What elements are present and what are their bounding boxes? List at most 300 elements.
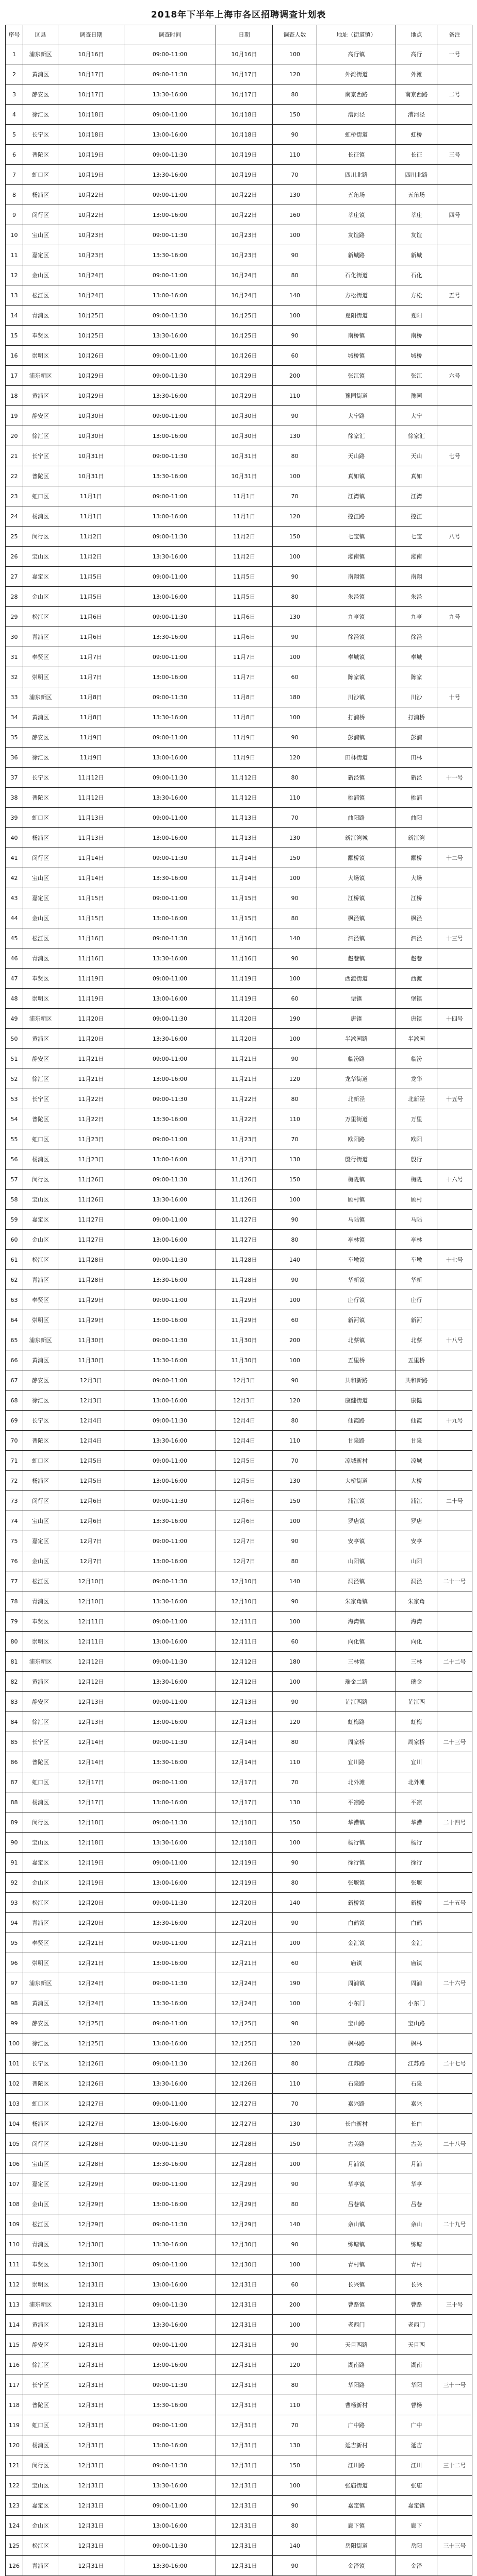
cell-remark bbox=[437, 2094, 472, 2114]
cell-survey-date: 12月29日 bbox=[58, 2174, 124, 2194]
cell-address: 漕河泾 bbox=[317, 105, 396, 125]
cell-location: 新泾 bbox=[396, 768, 437, 788]
cell-date: 12月13日 bbox=[216, 1712, 273, 1732]
cell-remark bbox=[437, 2154, 472, 2174]
cell-district: 青浦区 bbox=[23, 2234, 58, 2255]
cell-index: 20 bbox=[6, 426, 23, 446]
cell-survey-date: 12月5日 bbox=[58, 1451, 124, 1471]
cell-survey-time: 13:30-16:00 bbox=[124, 2074, 216, 2094]
cell-address: 临汾路 bbox=[317, 1049, 396, 1069]
cell-headcount: 80 bbox=[273, 1411, 317, 1431]
cell-location: 唐镇 bbox=[396, 1009, 437, 1029]
cell-address: 月浦镇 bbox=[317, 2154, 396, 2174]
cell-district: 崇明区 bbox=[23, 667, 58, 687]
cell-survey-time: 09:00-11:30 bbox=[124, 225, 216, 245]
cell-date: 11月19日 bbox=[216, 969, 273, 989]
cell-remark bbox=[437, 868, 472, 888]
cell-index: 71 bbox=[6, 1451, 23, 1471]
cell-survey-date: 10月29日 bbox=[58, 386, 124, 406]
cell-survey-date: 11月6日 bbox=[58, 607, 124, 627]
cell-remark: 九号 bbox=[437, 607, 472, 627]
cell-district: 长宁区 bbox=[23, 125, 58, 145]
cell-index: 120 bbox=[6, 2435, 23, 2455]
cell-headcount: 80 bbox=[273, 265, 317, 285]
cell-index: 26 bbox=[6, 547, 23, 567]
cell-remark bbox=[437, 1230, 472, 1250]
cell-address: 江川路 bbox=[317, 2455, 396, 2476]
cell-location: 新江湾 bbox=[396, 828, 437, 848]
cell-headcount: 190 bbox=[273, 1009, 317, 1029]
table-row bbox=[6, 326, 472, 346]
cell-district: 虹口区 bbox=[23, 1129, 58, 1149]
cell-district: 黄浦区 bbox=[23, 2315, 58, 2335]
table-row bbox=[6, 2536, 472, 2556]
cell-address: 江湾镇 bbox=[317, 486, 396, 506]
table-row bbox=[6, 1591, 472, 1612]
cell-location: 安亭 bbox=[396, 1531, 437, 1551]
cell-survey-date: 10月30日 bbox=[58, 426, 124, 446]
cell-district: 虹口区 bbox=[23, 1772, 58, 1792]
cell-index: 40 bbox=[6, 828, 23, 848]
cell-index: 12 bbox=[6, 265, 23, 285]
cell-survey-date: 10月22日 bbox=[58, 205, 124, 225]
cell-district: 长宁区 bbox=[23, 1411, 58, 1431]
cell-index: 28 bbox=[6, 587, 23, 607]
cell-date: 11月1日 bbox=[216, 486, 273, 506]
cell-survey-time: 13:00-16:00 bbox=[124, 426, 216, 446]
cell-location: 淞南 bbox=[396, 547, 437, 567]
cell-location: 车墩 bbox=[396, 1250, 437, 1270]
cell-district: 青浦区 bbox=[23, 2556, 58, 2576]
cell-survey-date: 12月19日 bbox=[58, 1853, 124, 1873]
cell-survey-date: 11月29日 bbox=[58, 1310, 124, 1330]
cell-remark bbox=[437, 506, 472, 527]
cell-survey-time: 13:00-16:00 bbox=[124, 1149, 216, 1170]
cell-location: 华阳 bbox=[396, 2375, 437, 2395]
cell-survey-time: 13:30-16:00 bbox=[124, 1833, 216, 1853]
cell-index: 50 bbox=[6, 1029, 23, 1049]
table-row bbox=[6, 1471, 472, 1491]
cell-date: 12月24日 bbox=[216, 1993, 273, 2013]
cell-headcount: 100 bbox=[273, 1190, 317, 1210]
cell-index: 103 bbox=[6, 2094, 23, 2114]
table-row bbox=[6, 386, 472, 406]
cell-date: 12月7日 bbox=[216, 1551, 273, 1571]
cell-survey-time: 13:30-16:00 bbox=[124, 326, 216, 346]
cell-date: 12月11日 bbox=[216, 1612, 273, 1632]
cell-survey-time: 09:00-11:30 bbox=[124, 1411, 216, 1431]
cell-headcount: 150 bbox=[273, 1170, 317, 1190]
cell-district: 闵行区 bbox=[23, 2455, 58, 2476]
cell-date: 12月10日 bbox=[216, 1571, 273, 1591]
cell-survey-date: 12月31日 bbox=[58, 2415, 124, 2435]
table-row bbox=[6, 607, 472, 627]
cell-location: 石化 bbox=[396, 265, 437, 285]
cell-survey-time: 13:00-16:00 bbox=[124, 205, 216, 225]
cell-date: 10月19日 bbox=[216, 145, 273, 165]
cell-survey-date: 12月3日 bbox=[58, 1391, 124, 1411]
cell-headcount: 90 bbox=[273, 2234, 317, 2255]
cell-remark: 二十二号 bbox=[437, 1652, 472, 1672]
cell-survey-date: 11月20日 bbox=[58, 1009, 124, 1029]
cell-headcount: 150 bbox=[273, 2134, 317, 2154]
cell-location: 南桥 bbox=[396, 326, 437, 346]
cell-date: 10月25日 bbox=[216, 326, 273, 346]
cell-location: 打浦桥 bbox=[396, 707, 437, 727]
cell-remark bbox=[437, 1511, 472, 1531]
table-row bbox=[6, 2255, 472, 2275]
cell-location: 浦江 bbox=[396, 1491, 437, 1511]
cell-survey-date: 12月6日 bbox=[58, 1511, 124, 1531]
cell-index: 32 bbox=[6, 667, 23, 687]
cell-survey-time: 09:00-11:30 bbox=[124, 1812, 216, 1833]
header-cell-survey-time: 调查时间 bbox=[124, 25, 216, 44]
cell-index: 95 bbox=[6, 1933, 23, 1953]
cell-district: 奉贤区 bbox=[23, 969, 58, 989]
cell-district: 松江区 bbox=[23, 607, 58, 627]
cell-survey-date: 12月30日 bbox=[58, 2234, 124, 2255]
cell-remark: 六号 bbox=[437, 366, 472, 386]
cell-date: 11月13日 bbox=[216, 828, 273, 848]
cell-headcount: 120 bbox=[273, 1712, 317, 1732]
cell-survey-time: 09:00-11:30 bbox=[124, 2375, 216, 2395]
cell-index: 48 bbox=[6, 989, 23, 1009]
cell-location: 徐家汇 bbox=[396, 426, 437, 446]
cell-survey-date: 10月31日 bbox=[58, 446, 124, 466]
cell-survey-time: 13:30-16:00 bbox=[124, 707, 216, 727]
cell-location: 凉城 bbox=[396, 1451, 437, 1471]
cell-survey-time: 13:00-16:00 bbox=[124, 1230, 216, 1250]
cell-survey-date: 11月15日 bbox=[58, 888, 124, 908]
cell-survey-time: 13:30-16:00 bbox=[124, 1350, 216, 1370]
cell-location: 陈家 bbox=[396, 667, 437, 687]
cell-survey-time: 13:00-16:00 bbox=[124, 667, 216, 687]
cell-location: 七宝 bbox=[396, 527, 437, 547]
cell-location: 吕巷 bbox=[396, 2194, 437, 2214]
cell-district: 黄浦区 bbox=[23, 1672, 58, 1692]
cell-location: 江桥 bbox=[396, 888, 437, 908]
cell-remark bbox=[437, 2255, 472, 2275]
cell-district: 浦东新区 bbox=[23, 44, 58, 64]
table-row bbox=[6, 2415, 472, 2435]
cell-address: 华阳路 bbox=[317, 2375, 396, 2395]
cell-survey-date: 12月6日 bbox=[58, 1491, 124, 1511]
cell-survey-date: 11月9日 bbox=[58, 727, 124, 748]
cell-district: 普陀区 bbox=[23, 145, 58, 165]
cell-location: 广中 bbox=[396, 2415, 437, 2435]
cell-date: 12月31日 bbox=[216, 2476, 273, 2496]
cell-survey-date: 11月12日 bbox=[58, 768, 124, 788]
cell-location: 张江 bbox=[396, 366, 437, 386]
cell-location: 殷行 bbox=[396, 1149, 437, 1170]
cell-district: 金山区 bbox=[23, 2516, 58, 2536]
cell-location: 徐泾 bbox=[396, 627, 437, 647]
cell-date: 11月12日 bbox=[216, 768, 273, 788]
cell-survey-time: 09:00-11:00 bbox=[124, 185, 216, 205]
cell-location: 颛桥 bbox=[396, 848, 437, 868]
cell-date: 11月6日 bbox=[216, 627, 273, 647]
cell-date: 11月7日 bbox=[216, 667, 273, 687]
cell-location: 小东门 bbox=[396, 1993, 437, 2013]
cell-date: 11月8日 bbox=[216, 687, 273, 707]
table-row bbox=[6, 105, 472, 125]
cell-address: 石化街道 bbox=[317, 265, 396, 285]
cell-survey-date: 12月10日 bbox=[58, 1591, 124, 1612]
cell-remark bbox=[437, 908, 472, 928]
header-cell-headcount: 调查人数 bbox=[273, 25, 317, 44]
table-row bbox=[6, 969, 472, 989]
cell-remark: 十六号 bbox=[437, 1170, 472, 1190]
cell-remark bbox=[437, 1913, 472, 1933]
cell-district: 徐汇区 bbox=[23, 1391, 58, 1411]
cell-district: 奉贤区 bbox=[23, 1290, 58, 1310]
cell-headcount: 100 bbox=[273, 306, 317, 326]
cell-headcount: 90 bbox=[273, 567, 317, 587]
cell-survey-time: 09:00-11:00 bbox=[124, 808, 216, 828]
cell-headcount: 90 bbox=[273, 1210, 317, 1230]
cell-index: 45 bbox=[6, 928, 23, 948]
cell-district: 闵行区 bbox=[23, 1491, 58, 1511]
cell-district: 静安区 bbox=[23, 84, 58, 105]
cell-date: 12月31日 bbox=[216, 2315, 273, 2335]
cell-survey-date: 10月23日 bbox=[58, 245, 124, 265]
cell-remark bbox=[437, 828, 472, 848]
cell-district: 崇明区 bbox=[23, 1953, 58, 1973]
cell-headcount: 140 bbox=[273, 1571, 317, 1591]
cell-index: 107 bbox=[6, 2174, 23, 2194]
cell-remark: 二十一号 bbox=[437, 1571, 472, 1591]
cell-survey-date: 12月7日 bbox=[58, 1531, 124, 1551]
cell-headcount: 100 bbox=[273, 868, 317, 888]
cell-headcount: 90 bbox=[273, 1692, 317, 1712]
cell-index: 64 bbox=[6, 1310, 23, 1330]
cell-remark bbox=[437, 2335, 472, 2355]
cell-survey-time: 13:00-16:00 bbox=[124, 1712, 216, 1732]
table-row bbox=[6, 1652, 472, 1672]
cell-headcount: 80 bbox=[273, 908, 317, 928]
cell-index: 69 bbox=[6, 1411, 23, 1431]
cell-address: 川沙镇 bbox=[317, 687, 396, 707]
cell-district: 松江区 bbox=[23, 1893, 58, 1913]
cell-index: 57 bbox=[6, 1170, 23, 1190]
cell-survey-time: 09:00-11:30 bbox=[124, 928, 216, 948]
cell-location: 徐行 bbox=[396, 1853, 437, 1873]
cell-survey-time: 09:00-11:00 bbox=[124, 486, 216, 506]
cell-district: 青浦区 bbox=[23, 1591, 58, 1612]
cell-location: 堡镇 bbox=[396, 989, 437, 1009]
cell-location: 向化 bbox=[396, 1632, 437, 1652]
cell-headcount: 100 bbox=[273, 647, 317, 667]
cell-remark bbox=[437, 2194, 472, 2214]
cell-index: 35 bbox=[6, 727, 23, 748]
cell-index: 115 bbox=[6, 2335, 23, 2355]
cell-index: 55 bbox=[6, 1129, 23, 1149]
cell-survey-date: 12月31日 bbox=[58, 2455, 124, 2476]
cell-survey-date: 11月30日 bbox=[58, 1330, 124, 1350]
cell-district: 金山区 bbox=[23, 908, 58, 928]
cell-survey-date: 12月11日 bbox=[58, 1612, 124, 1632]
cell-address: 顾村镇 bbox=[317, 1190, 396, 1210]
cell-district: 静安区 bbox=[23, 727, 58, 748]
cell-address: 老西门 bbox=[317, 2315, 396, 2335]
cell-address: 青村镇 bbox=[317, 2255, 396, 2275]
cell-date: 10月29日 bbox=[216, 366, 273, 386]
cell-remark: 十五号 bbox=[437, 1089, 472, 1109]
cell-remark bbox=[437, 1953, 472, 1973]
cell-date: 12月19日 bbox=[216, 1873, 273, 1893]
cell-address: 徐家汇 bbox=[317, 426, 396, 446]
cell-index: 36 bbox=[6, 748, 23, 768]
cell-date: 10月31日 bbox=[216, 466, 273, 486]
cell-index: 106 bbox=[6, 2154, 23, 2174]
cell-address: 枫泾镇 bbox=[317, 908, 396, 928]
cell-address: 高行镇 bbox=[317, 44, 396, 64]
cell-location: 控江 bbox=[396, 506, 437, 527]
cell-location: 新河 bbox=[396, 1310, 437, 1330]
cell-date: 11月6日 bbox=[216, 607, 273, 627]
cell-survey-date: 12月31日 bbox=[58, 2536, 124, 2556]
cell-location: 老西门 bbox=[396, 2315, 437, 2335]
cell-address: 金泽镇 bbox=[317, 2556, 396, 2576]
cell-location: 周家桥 bbox=[396, 1732, 437, 1752]
cell-location: 方松 bbox=[396, 285, 437, 306]
cell-headcount: 110 bbox=[273, 788, 317, 808]
cell-index: 23 bbox=[6, 486, 23, 506]
cell-date: 12月7日 bbox=[216, 1531, 273, 1551]
cell-remark bbox=[437, 2556, 472, 2576]
cell-index: 112 bbox=[6, 2275, 23, 2295]
cell-district: 杨浦区 bbox=[23, 506, 58, 527]
cell-location: 练塘 bbox=[396, 2234, 437, 2255]
cell-district: 浦东新区 bbox=[23, 1009, 58, 1029]
table-row bbox=[6, 527, 472, 547]
cell-address: 浦江镇 bbox=[317, 1491, 396, 1511]
cell-survey-date: 10月25日 bbox=[58, 326, 124, 346]
cell-remark: 十一号 bbox=[437, 768, 472, 788]
cell-survey-time: 09:00-11:30 bbox=[124, 2214, 216, 2234]
cell-index: 94 bbox=[6, 1913, 23, 1933]
cell-location: 虹桥 bbox=[396, 125, 437, 145]
table-row bbox=[6, 627, 472, 647]
cell-date: 11月12日 bbox=[216, 788, 273, 808]
table-row bbox=[6, 687, 472, 707]
table-row bbox=[6, 2033, 472, 2054]
cell-survey-date: 10月23日 bbox=[58, 225, 124, 245]
cell-remark bbox=[437, 1149, 472, 1170]
cell-index: 61 bbox=[6, 1250, 23, 1270]
cell-headcount: 90 bbox=[273, 1370, 317, 1391]
table-row bbox=[6, 1672, 472, 1692]
cell-address: 海湾镇 bbox=[317, 1612, 396, 1632]
cell-index: 105 bbox=[6, 2134, 23, 2154]
cell-district: 嘉定区 bbox=[23, 888, 58, 908]
cell-address: 华漕镇 bbox=[317, 1812, 396, 1833]
cell-survey-date: 11月28日 bbox=[58, 1250, 124, 1270]
cell-survey-date: 12月10日 bbox=[58, 1571, 124, 1591]
cell-remark bbox=[437, 1370, 472, 1391]
cell-date: 11月30日 bbox=[216, 1350, 273, 1370]
cell-location: 奉城 bbox=[396, 647, 437, 667]
table-row bbox=[6, 2054, 472, 2074]
cell-survey-time: 13:30-16:00 bbox=[124, 948, 216, 969]
cell-survey-time: 09:00-11:00 bbox=[124, 1612, 216, 1632]
cell-address: 北外滩 bbox=[317, 1772, 396, 1792]
cell-district: 松江区 bbox=[23, 2536, 58, 2556]
cell-index: 17 bbox=[6, 366, 23, 386]
cell-survey-time: 13:00-16:00 bbox=[124, 2516, 216, 2536]
cell-location: 桃浦 bbox=[396, 788, 437, 808]
cell-location: 西渡 bbox=[396, 969, 437, 989]
cell-survey-date: 12月26日 bbox=[58, 2054, 124, 2074]
cell-survey-date: 12月3日 bbox=[58, 1370, 124, 1391]
cell-headcount: 60 bbox=[273, 2275, 317, 2295]
cell-headcount: 90 bbox=[273, 888, 317, 908]
cell-address: 仙霞路 bbox=[317, 1411, 396, 1431]
cell-district: 奉贤区 bbox=[23, 2255, 58, 2275]
table-row bbox=[6, 1692, 472, 1712]
table-row bbox=[6, 2013, 472, 2033]
cell-survey-time: 09:00-11:30 bbox=[124, 768, 216, 788]
cell-address: 徐泾镇 bbox=[317, 627, 396, 647]
cell-location: 共和新路 bbox=[396, 1370, 437, 1391]
cell-location: 周浦 bbox=[396, 1973, 437, 1993]
cell-headcount: 90 bbox=[273, 1913, 317, 1933]
cell-survey-date: 11月30日 bbox=[58, 1350, 124, 1370]
cell-district: 宝山区 bbox=[23, 1190, 58, 1210]
cell-district: 奉贤区 bbox=[23, 647, 58, 667]
cell-survey-date: 11月15日 bbox=[58, 908, 124, 928]
cell-remark bbox=[437, 2114, 472, 2134]
table-row bbox=[6, 1893, 472, 1913]
cell-date: 12月3日 bbox=[216, 1370, 273, 1391]
cell-survey-time: 13:00-16:00 bbox=[124, 1792, 216, 1812]
cell-district: 崇明区 bbox=[23, 1632, 58, 1652]
cell-index: 93 bbox=[6, 1893, 23, 1913]
cell-headcount: 140 bbox=[273, 2214, 317, 2234]
cell-address: 金汇镇 bbox=[317, 1933, 396, 1953]
cell-index: 37 bbox=[6, 768, 23, 788]
table-row bbox=[6, 1149, 472, 1170]
cell-date: 12月6日 bbox=[216, 1491, 273, 1511]
cell-district: 浦东新区 bbox=[23, 366, 58, 386]
cell-address: 天目西路 bbox=[317, 2335, 396, 2355]
cell-district: 松江区 bbox=[23, 1250, 58, 1270]
cell-survey-date: 10月25日 bbox=[58, 306, 124, 326]
cell-date: 12月18日 bbox=[216, 1833, 273, 1853]
cell-headcount: 80 bbox=[273, 2054, 317, 2074]
cell-location: 曹路 bbox=[396, 2295, 437, 2315]
cell-date: 12月31日 bbox=[216, 2295, 273, 2315]
cell-survey-time: 09:00-11:30 bbox=[124, 1973, 216, 1993]
cell-remark bbox=[437, 1109, 472, 1129]
cell-district: 黄浦区 bbox=[23, 386, 58, 406]
cell-district: 长宁区 bbox=[23, 1732, 58, 1752]
cell-date: 10月22日 bbox=[216, 185, 273, 205]
cell-district: 金山区 bbox=[23, 587, 58, 607]
cell-location: 江川 bbox=[396, 2455, 437, 2476]
cell-headcount: 140 bbox=[273, 1250, 317, 1270]
cell-date: 12月25日 bbox=[216, 2013, 273, 2033]
cell-remark bbox=[437, 1290, 472, 1310]
cell-date: 12月21日 bbox=[216, 1953, 273, 1973]
table-row bbox=[6, 567, 472, 587]
cell-remark: 二十八号 bbox=[437, 2134, 472, 2154]
cell-survey-date: 11月13日 bbox=[58, 808, 124, 828]
cell-remark bbox=[437, 1632, 472, 1652]
table-row bbox=[6, 165, 472, 185]
cell-date: 10月31日 bbox=[216, 446, 273, 466]
cell-index: 18 bbox=[6, 386, 23, 406]
